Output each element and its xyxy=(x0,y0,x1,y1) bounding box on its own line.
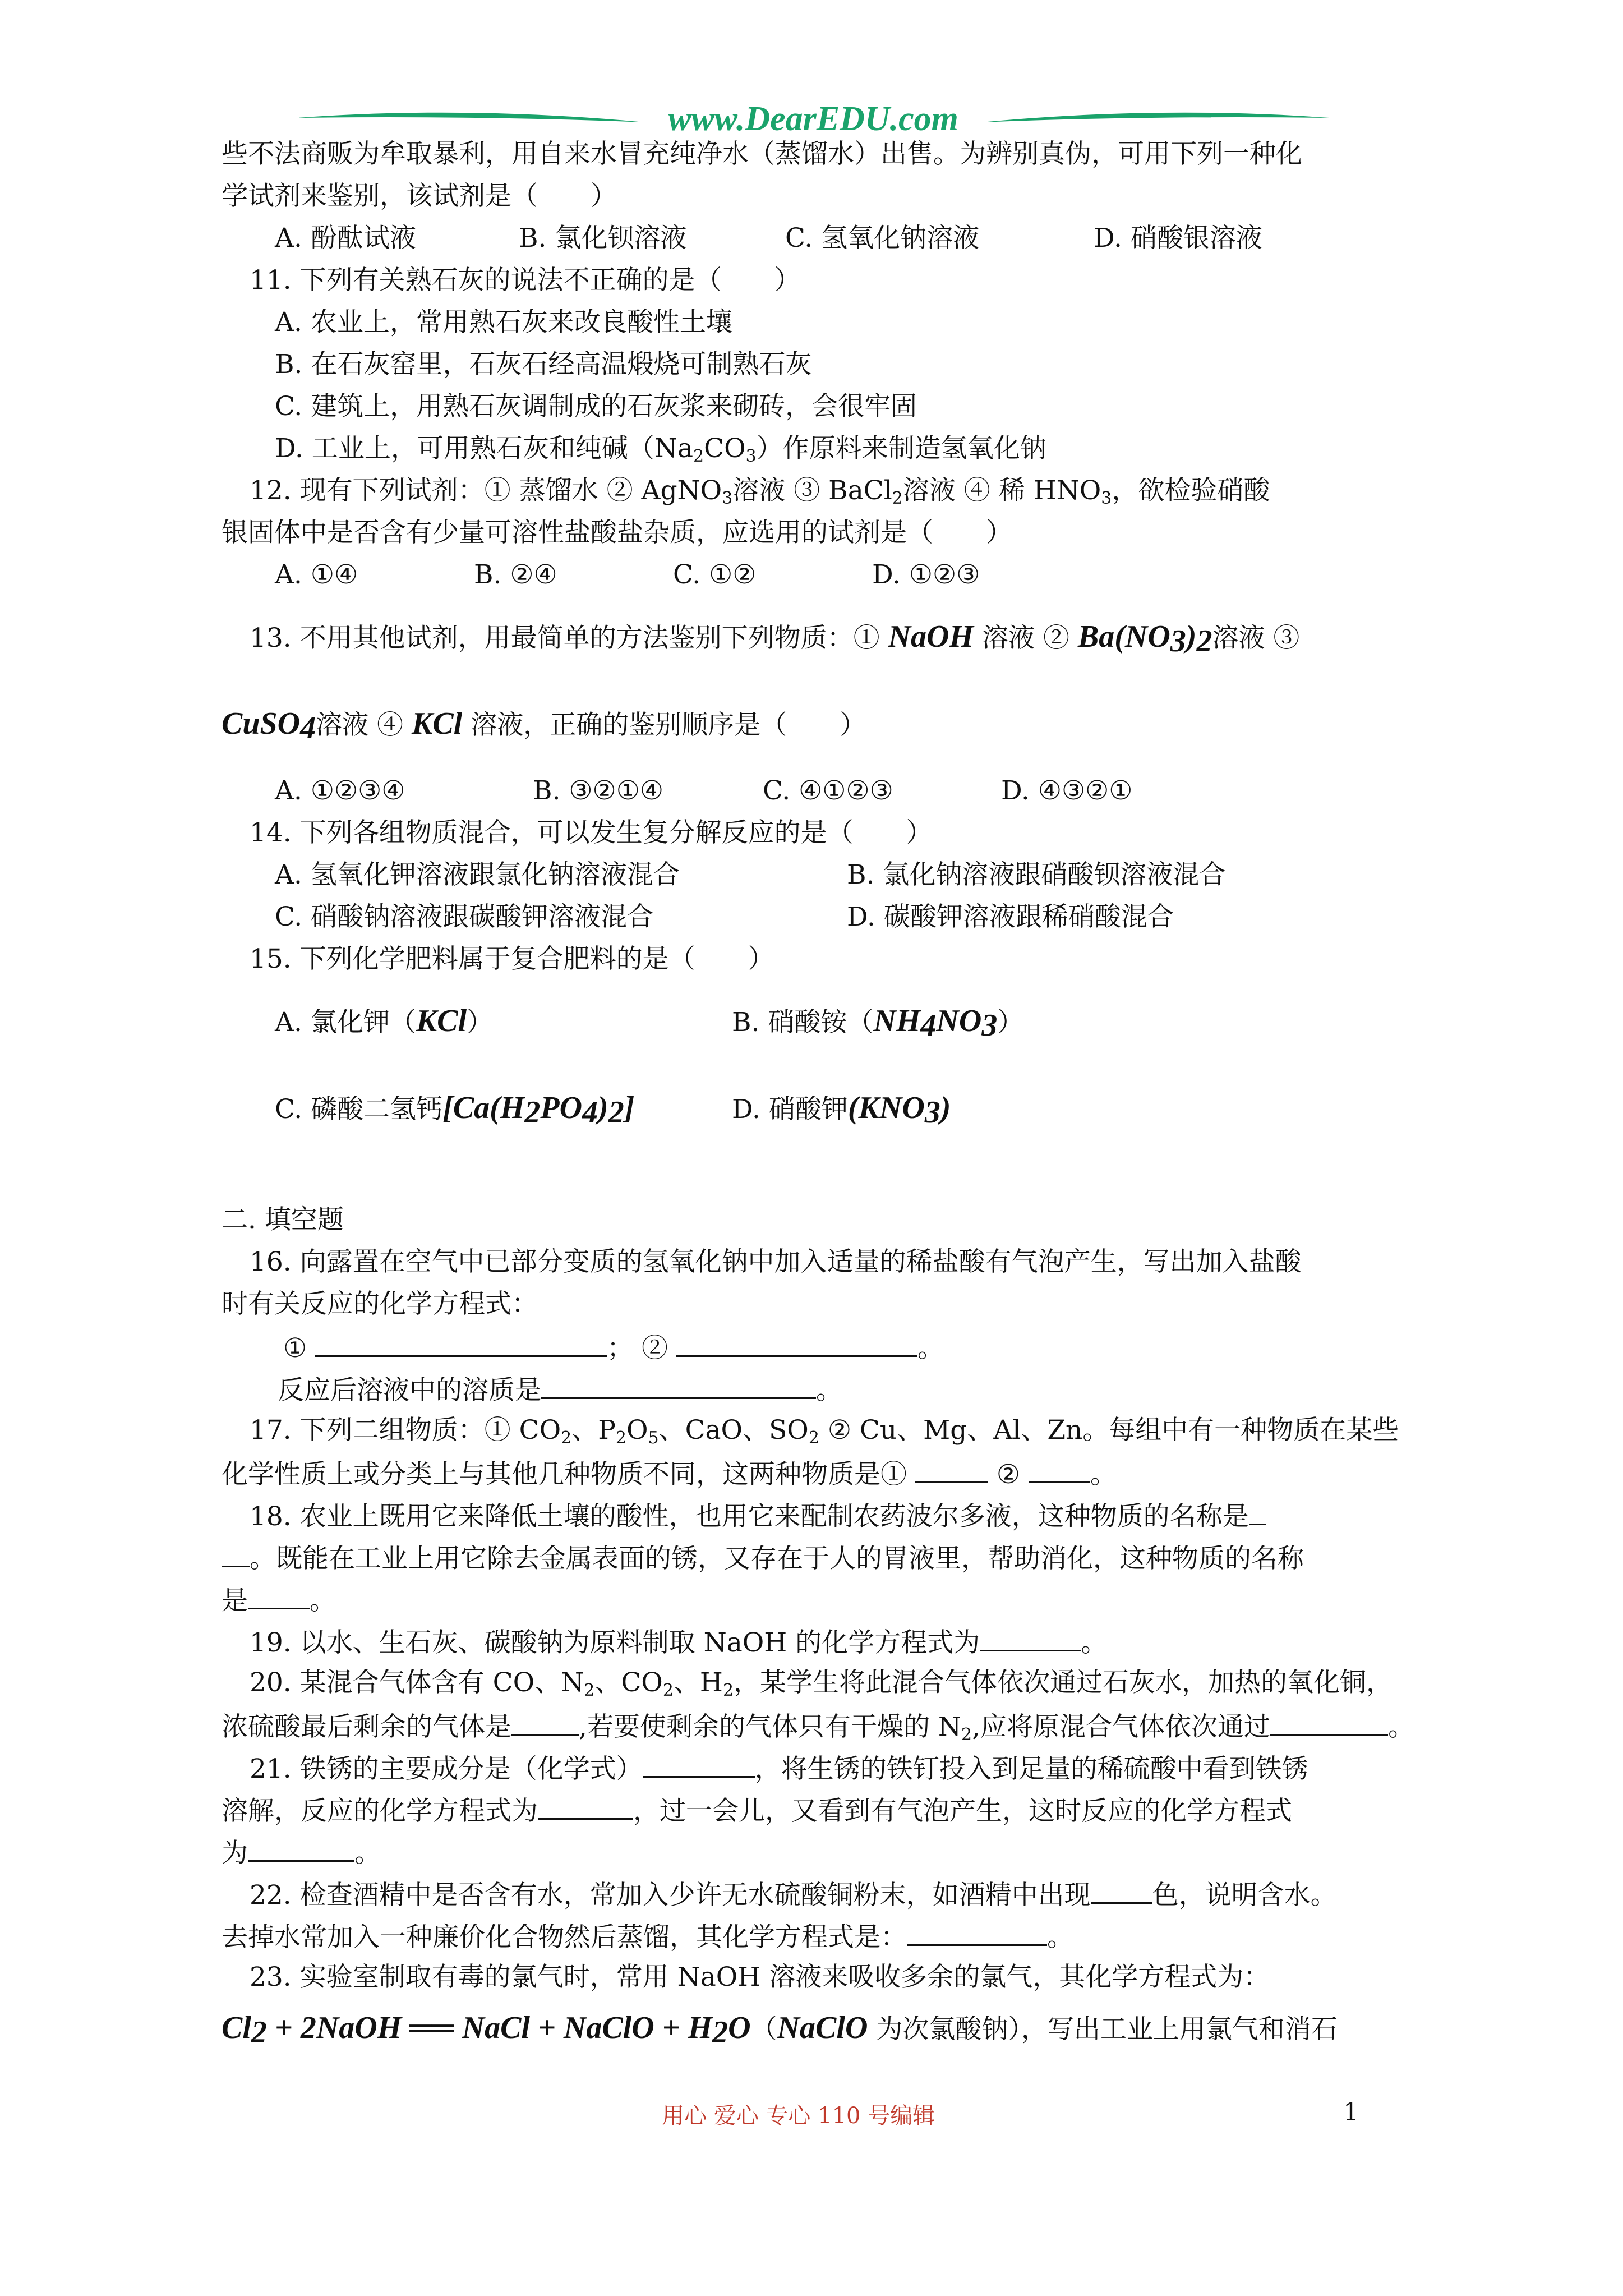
blank-22-2[interactable] xyxy=(907,1918,1047,1946)
blank-21-1[interactable] xyxy=(643,1750,755,1778)
q13-stem: 13. 不用其他试剂，用最简单的方法鉴别下列物质：① NaOH 溶液 ② $Ba(NO_3)_2$溶液 ③ xyxy=(250,619,1300,659)
q17-line1: 17. 下列二组物质：① $CO_2$、$P_2O_5$、CaO、$SO_2$ ② Cu、Mg、Al、Zn。每组中有一种物质在某些 xyxy=(250,1415,1399,1448)
q23-equation: $Cl_2$ + 2NaOH ══ NaCl + NaClO + $H_2O(NaClO$ 为次氯酸钠），写出工业上用氯气和消石 xyxy=(222,2010,1338,2050)
q12-option-d: D. ①②③ xyxy=(872,559,980,590)
q18-line2: 。既能在工业上用它除去金属表面的锈，又存在于人的胃液里，帮助消化，这种物质的名称 xyxy=(222,1540,1304,1576)
q22-line2: 去掉水常加入一种廉价化合物然后蒸馏，其化学方程式是： 。 xyxy=(222,1918,1073,1954)
q11-stem: 11. 下列有关熟石灰的说法不正确的是（ ） xyxy=(250,265,801,296)
q16-line2: 时有关反应的化学方程式： xyxy=(222,1289,538,1319)
q10-option-d: D. 硝酸银溶液 xyxy=(1094,223,1262,254)
q17-line2: 化学性质上或分类上与其他几种物质不同，这两种物质是① ② 。 xyxy=(222,1456,1117,1492)
q11-option-d: D. 工业上，可用熟石灰和纯碱$(Na_2CO_3)$作原料来制造氢氧化钠 xyxy=(275,433,1046,466)
q10-option-b: B. 氯化钡溶液 xyxy=(519,223,687,254)
q10-line1: 些不法商贩为牟取暴利，用自来水冒充纯净水（蒸馏水）出售。为辨别真伪，可用下列一种化 xyxy=(222,139,1302,169)
q16-line4: 反应后溶液中的溶质是 。 xyxy=(278,1372,842,1407)
q10-option-c: C. 氢氧化钠溶液 xyxy=(785,223,980,254)
q12-option-b: B. ②④ xyxy=(474,559,557,590)
q15-option-d: D. 硝酸钾$(KNO_3)$ xyxy=(732,1091,951,1130)
blank-18-2[interactable] xyxy=(248,1582,310,1609)
q10-option-a: A. 酚酞试液 xyxy=(275,223,416,254)
q15-option-a: A. 氯化钾（KCl） xyxy=(275,1004,494,1038)
q11-option-b: B. 在石灰窑里，石灰石经高温煅烧可制熟石灰 xyxy=(275,349,812,380)
blank-21-3[interactable] xyxy=(248,1834,354,1862)
q19-line1: 19. 以水、生石灰、碳酸钠为原料制取 NaOH 的化学方程式为 。 xyxy=(250,1624,1107,1660)
page-number: 1 xyxy=(1343,2098,1359,2127)
q14-option-b: B. 氯化钠溶液跟硝酸钡溶液混合 xyxy=(847,859,1226,890)
q13-option-a: A. ①②③④ xyxy=(275,775,405,806)
site-url: www.DearEDU.com xyxy=(668,101,958,138)
q15-stem: 15. 下列化学肥料属于复合肥料的是（ ） xyxy=(250,944,774,974)
q21-line3: 为 。 xyxy=(222,1834,381,1870)
q16-blanks: ① ； ② 。 xyxy=(283,1329,944,1365)
q12-option-c: C. ①② xyxy=(673,559,757,590)
q18-line1: 18. 农业上既用它来降低土壤的酸性，也用它来配制农药波尔多液，这种物质的名称是 xyxy=(250,1498,1266,1534)
q18-line3: 是 。 xyxy=(222,1582,336,1618)
blank-18-1a[interactable] xyxy=(1249,1498,1266,1525)
q22-line1: 22. 检查酒精中是否含有水，常加入少许无水硫酸铜粉末，如酒精中出现 色，说明含水。 xyxy=(250,1876,1337,1912)
q13-option-c: C. ④①②③ xyxy=(763,775,893,806)
right-swoosh xyxy=(981,113,1329,122)
q10-line2: 学试剂来鉴别，该试剂是（ ） xyxy=(222,181,617,211)
q13-line2: CuSO$_4$溶液 ④ KCl 溶液，正确的鉴别顺序是（ ） xyxy=(222,706,866,746)
q21-line1: 21. 铁锈的主要成分是（化学式） ，将生锈的铁钉投入到足量的稀硫酸中看到铁锈 xyxy=(250,1750,1308,1786)
q12-line2: 银固体中是否含有少量可溶性盐酸盐杂质，应选用的试剂是（ ） xyxy=(222,517,1012,548)
q16-line1: 16. 向露置在空气中已部分变质的氢氧化钠中加入适量的稀盐酸有气泡产生，写出加入盐酸 xyxy=(250,1246,1302,1277)
q20-line2: 浓硫酸最后剩余的气体是 ,若要使剩余的气体只有干燥的 $N_2$,应将原混合气体依次通过 。 xyxy=(222,1708,1414,1744)
q13-option-d: D. ④③②① xyxy=(1001,775,1133,806)
q15-option-c: C. 磷酸二氢钙$[Ca(H_2PO_4)_2]$ xyxy=(275,1091,635,1130)
blank-20-2[interactable] xyxy=(1270,1708,1388,1736)
blank-16-2[interactable] xyxy=(676,1329,917,1357)
q14-option-d: D. 碳酸钾溶液跟稀硝酸混合 xyxy=(847,901,1174,932)
footer-text: 用心 爱心 专心 110 号编辑 xyxy=(662,2103,935,2129)
q14-option-c: C. 硝酸钠溶液跟碳酸钾溶液混合 xyxy=(275,901,654,932)
q12-option-a: A. ①④ xyxy=(275,559,358,590)
q11-option-c: C. 建筑上，用熟石灰调制成的石灰浆来砌砖，会很牢固 xyxy=(275,391,917,422)
blank-17-1[interactable] xyxy=(915,1456,988,1483)
blank-21-2[interactable] xyxy=(538,1792,633,1820)
section-fill-in-title: 二. 填空题 xyxy=(222,1204,344,1235)
blank-18-1b[interactable] xyxy=(222,1540,250,1567)
left-swoosh xyxy=(297,113,645,122)
blank-19[interactable] xyxy=(980,1624,1081,1651)
q13-option-b: B. ③②①④ xyxy=(533,775,663,806)
q15-option-b: B. 硝酸铵$(NH_4NO_3)$ xyxy=(732,1004,1024,1043)
q11-option-a: A. 农业上，常用熟石灰来改良酸性土壤 xyxy=(275,307,732,338)
blank-16-3[interactable] xyxy=(541,1372,816,1399)
blank-16-1[interactable] xyxy=(315,1329,607,1357)
blank-17-2[interactable] xyxy=(1029,1456,1090,1483)
blank-22-1[interactable] xyxy=(1091,1876,1152,1904)
q23-line1: 23. 实验室制取有毒的氯气时，常用 NaOH 溶液来吸收多余的氯气，其化学方程式为： xyxy=(250,1962,1270,1993)
q12-stem: 12. 现有下列试剂：① 蒸馏水 ② AgNO$_3$溶液 ③ BaCl$_2$溶液 ④ 稀 $HNO_3$，欲检验硝酸 xyxy=(250,475,1270,508)
q20-line1: 20. 某混合气体含有 CO、$N_2$、$CO_2$、$H_2$，某学生将此混合气体依次通过石灰水，加热的氧化铜， xyxy=(250,1667,1393,1700)
q14-stem: 14. 下列各组物质混合，可以发生复分解反应的是（ ） xyxy=(250,817,933,848)
q21-line2: 溶解，反应的化学方程式为 ，过一会儿，又看到有气泡产生，这时反应的化学方程式 xyxy=(222,1792,1292,1828)
q14-option-a: A. 氢氧化钾溶液跟氯化钠溶液混合 xyxy=(275,859,680,890)
blank-20-1[interactable] xyxy=(511,1708,579,1736)
